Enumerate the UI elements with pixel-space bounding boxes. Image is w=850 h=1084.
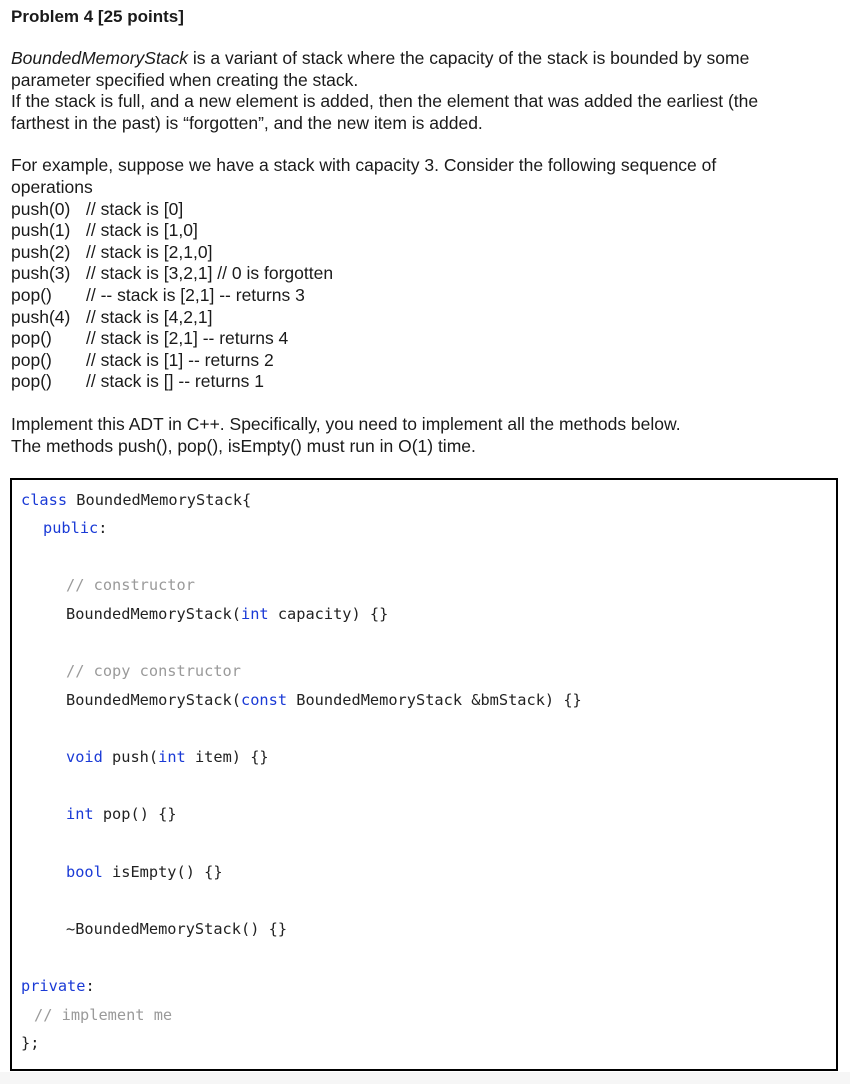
- class-name-italic: BoundedMemoryStack: [11, 48, 189, 68]
- code-copy-line: [66, 690, 582, 710]
- operation-comment: // stack is [1,0]: [86, 220, 198, 241]
- instructions-line-1: Implement this ADT in C++. Specifically, you need to implement all the methods below.: [11, 413, 681, 434]
- problem-document: [11, 6, 839, 457]
- operation-comment: // stack is [0]: [86, 198, 184, 219]
- push-params: item) {}: [185, 748, 269, 766]
- code-constructor-comment: // constructor: [66, 576, 195, 594]
- keyword-void: void: [66, 748, 103, 766]
- intro-line-2: parameter specified when creating the stack.: [11, 69, 359, 90]
- operation-call: pop(): [11, 349, 52, 370]
- operation-comment: // stack is [4,2,1]: [86, 306, 213, 327]
- page-bottom-edge: [0, 1072, 850, 1084]
- code-destructor-line: ~BoundedMemoryStack() {}: [66, 920, 288, 938]
- code-copy-comment: // copy constructor: [66, 662, 241, 680]
- operation-row: [11, 199, 839, 221]
- intro-line-3: If the stack is full, and a new element is added, then the element that was added the earliest (the: [11, 91, 759, 112]
- code-constructor-line: [66, 604, 388, 624]
- operation-row: [11, 263, 839, 285]
- operation-call: push(2): [11, 241, 71, 262]
- intro-line-4: farthest in the past) is “forgotten”, and the new item is added.: [11, 112, 483, 133]
- operation-row: [11, 328, 839, 350]
- intro-paragraph: [11, 48, 839, 134]
- keyword-public: public: [43, 519, 99, 537]
- operation-row: [11, 285, 839, 307]
- operation-row: [11, 371, 839, 393]
- example-line-1: For example, suppose we have a stack with capacity 3. Consider the following sequence of: [11, 155, 717, 176]
- keyword-bool: bool: [66, 863, 103, 881]
- operation-row: [11, 307, 839, 329]
- operation-comment: // stack is [] -- returns 1: [86, 371, 264, 392]
- operation-row: [11, 242, 839, 264]
- code-close-line: };: [21, 1034, 40, 1052]
- code-public-line: [43, 518, 107, 538]
- operation-comment: // stack is [3,2,1] // 0 is forgotten: [86, 263, 334, 284]
- push-name: push(: [102, 748, 159, 766]
- class-declaration: BoundedMemoryStack{: [67, 491, 252, 509]
- intro-line-1-rest: is a variant of stack where the capacity of the stack is bounded by some: [188, 48, 750, 68]
- code-class-line: [21, 490, 251, 510]
- public-colon: :: [98, 519, 108, 537]
- code-private-line: [21, 976, 95, 996]
- keyword-int: int: [240, 605, 269, 623]
- operation-comment: // stack is [1] -- returns 2: [86, 349, 274, 370]
- operation-row: [11, 350, 839, 372]
- example-paragraph: [11, 155, 839, 393]
- pop-signature: pop() {}: [93, 805, 177, 823]
- operation-comment: // stack is [2,1,0]: [86, 241, 213, 262]
- keyword-int: int: [66, 805, 94, 823]
- copy-constructor-params: BoundedMemoryStack &bmStack) {}: [287, 691, 582, 709]
- example-line-2: operations: [11, 176, 93, 197]
- code-isempty-line: [66, 862, 223, 882]
- constructor-name: BoundedMemoryStack(: [66, 605, 241, 623]
- isempty-signature: isEmpty() {}: [102, 863, 223, 881]
- operation-comment: // -- stack is [2,1] -- returns 3: [86, 284, 305, 305]
- operation-call: pop(): [11, 284, 52, 305]
- keyword-private: private: [21, 977, 86, 995]
- operation-call: pop(): [11, 371, 52, 392]
- code-block: [10, 478, 838, 1071]
- operation-row: [11, 220, 839, 242]
- operation-call: push(3): [11, 263, 71, 284]
- code-pop-line: [66, 804, 177, 824]
- problem-heading: Problem 4 [25 points]: [11, 7, 184, 26]
- instructions-paragraph: [11, 414, 839, 457]
- private-colon: :: [85, 977, 95, 995]
- operation-call: push(4): [11, 306, 71, 327]
- instructions-line-2: The methods push(), pop(), isEmpty() must run in O(1) time.: [11, 435, 476, 456]
- copy-constructor-name: BoundedMemoryStack(: [66, 691, 241, 709]
- constructor-params: capacity) {}: [268, 605, 389, 623]
- keyword-int: int: [158, 748, 186, 766]
- code-implement-comment: // implement me: [34, 1006, 173, 1024]
- operation-call: push(0): [11, 198, 71, 219]
- code-push-line: [66, 747, 269, 767]
- intro-line-1: [11, 48, 839, 70]
- operation-call: push(1): [11, 220, 71, 241]
- operations-list: [11, 199, 839, 393]
- operation-comment: // stack is [2,1] -- returns 4: [86, 328, 289, 349]
- operation-call: pop(): [11, 328, 52, 349]
- keyword-const: const: [240, 691, 288, 709]
- keyword-class: class: [21, 491, 68, 509]
